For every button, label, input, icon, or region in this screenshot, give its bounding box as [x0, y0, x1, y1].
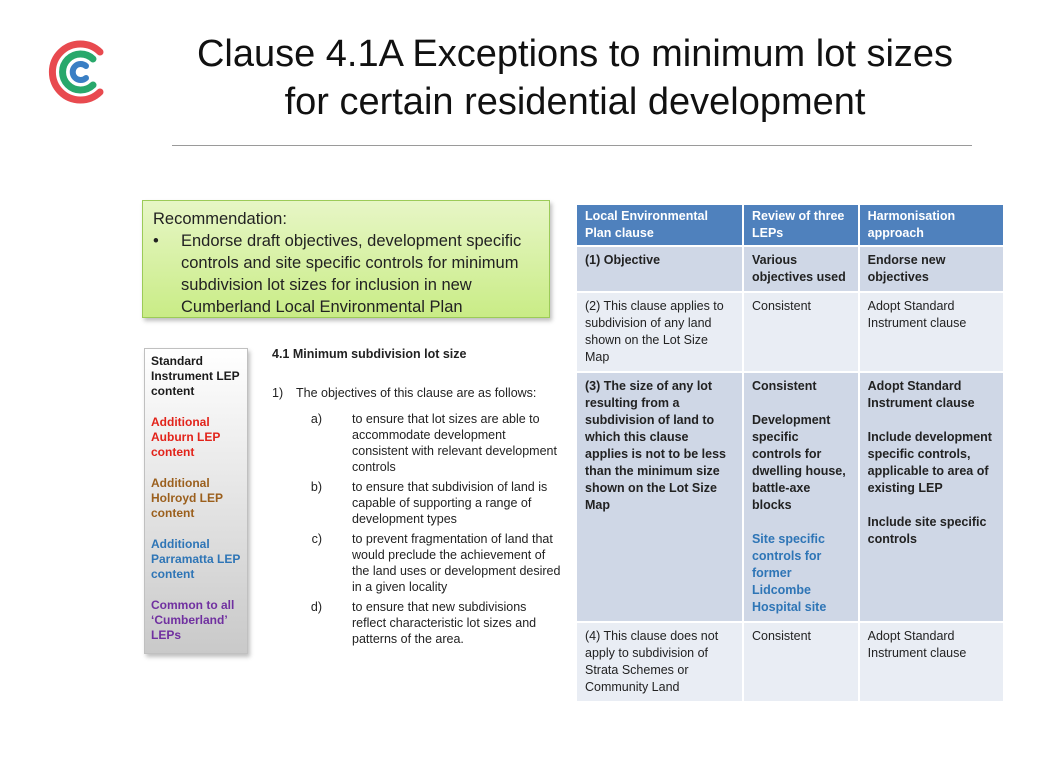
approach-site-controls: Include site specific controls	[867, 515, 987, 546]
table-cell-approach: Endorse new objectives	[859, 246, 1004, 292]
cumberland-logo	[44, 38, 112, 106]
table-cell-approach	[859, 372, 1004, 622]
table-cell-review: Consistent	[743, 622, 859, 702]
table-cell-approach: Adopt Standard Instrument clause	[859, 622, 1004, 702]
objective-text: to ensure that subdivision of land is capable of supporting a range of development types	[352, 480, 548, 526]
recommendation-box	[142, 200, 550, 318]
clause-heading: 4.1 Minimum subdivision lot size	[272, 347, 467, 361]
objective-letter: b)	[310, 480, 322, 494]
recommendation-list	[153, 230, 539, 318]
bullet-icon: •	[153, 232, 159, 250]
table-row	[576, 246, 1004, 292]
table-row	[576, 292, 1004, 372]
objective-letter: a)	[310, 412, 322, 426]
objective-item	[272, 479, 562, 527]
objective-text: to ensure that lot sizes are able to accommodate development consistent with relevant development controls	[352, 412, 557, 474]
recommendation-item	[153, 230, 539, 318]
table-cell-clause: (1) Objective	[576, 246, 743, 292]
approach-development-controls: Include development specific controls, applicable to area of existing LEP	[867, 430, 992, 495]
objective-number: 1)	[272, 386, 284, 400]
objective-text: to prevent fragmentation of land that would preclude the achievement of the land uses or development desired in a given locality	[352, 532, 561, 594]
objective-letter: d)	[310, 600, 322, 614]
review-development-controls: Development specific controls for dwelling house, battle-axe blocks	[751, 413, 846, 512]
approach-adopt-standard: Adopt Standard Instrument clause	[867, 379, 975, 410]
objective-item	[272, 599, 562, 647]
clause-text	[272, 346, 562, 651]
objective-intro	[272, 385, 562, 401]
table-cell-clause: (2) This clause applies to subdivision of any land shown on the Lot Size Map	[576, 292, 743, 372]
objective-intro-text: The objectives of this clause are as follows:	[296, 386, 537, 400]
table-row	[576, 622, 1004, 702]
title-divider	[172, 145, 972, 146]
harmonisation-table	[575, 203, 1005, 703]
legend-holroyd: Additional Holroyd LEP content	[151, 476, 223, 520]
objective-text: to ensure that new subdivisions reflect characteristic lot sizes and patterns of the area.	[352, 600, 537, 646]
table-header-row	[576, 204, 1004, 246]
table-cell-clause: (3) The size of any lot resulting from a subdivision of land to which this clause applies is not to be less than the minimum size shown on the Lot Size Map	[576, 372, 743, 622]
column-header-approach: Harmonisation approach	[859, 204, 1004, 246]
page-title: Clause 4.1A Exceptions to minimum lot sizes for certain residential development	[196, 33, 954, 123]
objective-item	[272, 531, 562, 595]
recommendation-heading: Recommendation:	[153, 210, 287, 228]
content-legend	[144, 348, 248, 654]
column-header-review: Review of three LEPs	[743, 204, 859, 246]
recommendation-item-text: Endorse draft objectives, development specific controls and site specific controls for minimum subdivision lot sizes for inclusion in new Cumberland Local Environmental Plan	[181, 232, 522, 316]
legend-standard: Standard Instrument LEP content	[151, 354, 240, 398]
column-header-clause: Local Environmental Plan clause	[576, 204, 743, 246]
cumberland-c-logo-icon	[44, 38, 112, 106]
objective-item	[272, 411, 562, 475]
review-site-controls: Site specific controls for former Lidcombe Hospital site	[751, 532, 827, 614]
objective-letter: c)	[311, 532, 322, 546]
table-cell-clause: (4) This clause does not apply to subdivision of Strata Schemes or Community Land	[576, 622, 743, 702]
table-cell-review: Various objectives used	[743, 246, 859, 292]
legend-common: Common to all ‘Cumberland’ LEPs	[151, 598, 235, 642]
table-row	[576, 372, 1004, 622]
legend-parramatta: Additional Parramatta LEP content	[151, 537, 241, 581]
table-cell-review	[743, 372, 859, 622]
table-cell-approach: Adopt Standard Instrument clause	[859, 292, 1004, 372]
review-consistent: Consistent	[751, 379, 817, 393]
legend-auburn: Additional Auburn LEP content	[151, 415, 221, 459]
table-cell-review: Consistent	[743, 292, 859, 372]
